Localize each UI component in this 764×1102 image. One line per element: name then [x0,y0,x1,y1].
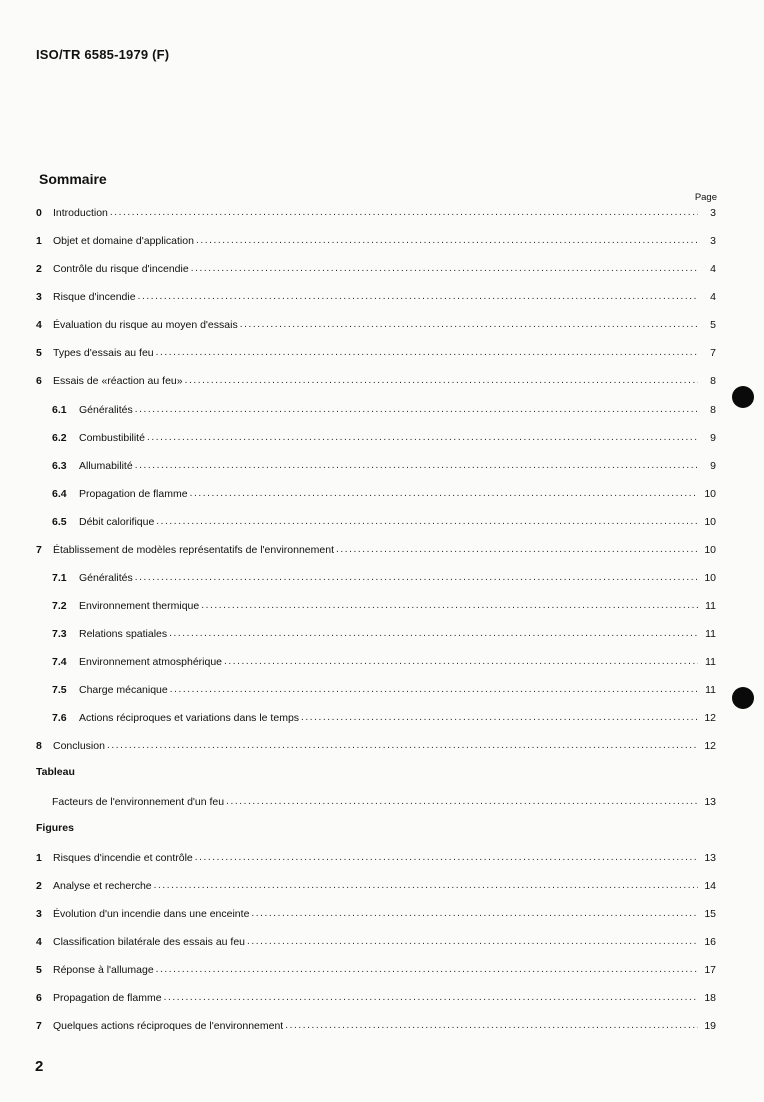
toc-subentry[interactable] [52,485,716,501]
entry-title: Établissement de modèles représentatifs de l'environnement [53,544,334,556]
entry-page: 8 [710,404,716,416]
entry-title: Débit calorifique [79,516,155,528]
entry-number: 7.1 [52,572,67,584]
toc-figure-entry[interactable] [36,961,716,977]
entry-page: 18 [704,992,716,1004]
entry-number: 2 [36,263,42,275]
entry-number: 1 [36,852,42,864]
entry-number: 5 [36,964,42,976]
page-column-label: Page [694,192,717,203]
dot-leader [191,262,698,276]
entry-page: 3 [710,235,716,247]
toc-subentry[interactable] [52,709,716,725]
entry-title: Quelques actions réciproques de l'environnement [53,1020,284,1032]
dot-leader [135,403,698,417]
toc-subentry[interactable] [52,597,716,613]
dot-leader [201,599,698,613]
dot-leader [107,739,698,753]
entry-number: 7.3 [52,628,67,640]
toc-entry[interactable] [36,344,716,360]
toc-entry[interactable] [36,541,716,557]
entry-number: 7.4 [52,656,67,668]
entry-page: 12 [704,740,716,752]
dot-leader [224,655,698,669]
entry-title: Relations spatiales [79,628,168,640]
entry-number: 6.5 [52,516,67,528]
entry-number: 6.1 [52,404,67,416]
toc-table-entry[interactable] [52,793,716,809]
entry-number: 3 [36,291,42,303]
toc-subentry[interactable] [52,569,716,585]
entry-title: Types d'essais au feu [53,347,154,359]
toc-figure-entry[interactable] [36,905,716,921]
entry-number: 6.3 [52,460,67,472]
entry-page: 11 [705,600,716,612]
entry-title: Réponse à l'allumage [53,964,154,976]
entry-title: Combustibilité [79,432,145,444]
entry-page: 15 [704,908,716,920]
contents-title: Sommaire [39,171,107,187]
entry-title: Introduction [53,207,108,219]
entry-title: Charge mécanique [79,684,168,696]
entry-page: 11 [705,684,716,696]
entry-page: 9 [710,432,716,444]
entry-title: Environnement atmosphérique [79,656,223,668]
toc-figure-entry[interactable] [36,1017,716,1033]
entry-title: Facteurs de l'environnement d'un feu [52,796,225,808]
dot-leader [240,318,698,332]
entry-title: Contrôle du risque d'incendie [53,263,189,275]
dot-leader [170,683,698,697]
entry-page: 4 [710,291,716,303]
entry-page: 11 [705,656,716,668]
table-list-heading: Tableau [36,766,75,778]
entry-page: 10 [704,516,716,528]
dot-leader [336,543,698,557]
dot-leader [226,795,698,809]
entry-page: 17 [704,964,716,976]
entry-title: Généralités [79,572,133,584]
entry-number: 7.2 [52,600,67,612]
toc-entry[interactable] [36,288,716,304]
toc-entry[interactable] [36,260,716,276]
dot-leader [185,374,698,388]
entry-title: Propagation de flamme [79,488,188,500]
entry-page: 3 [710,207,716,219]
entry-title: Allumabilité [79,460,133,472]
entry-title: Propagation de flamme [53,992,162,1004]
dot-leader [301,711,698,725]
entry-page: 13 [704,852,716,864]
entry-title: Actions réciproques et variations dans le temps [79,712,300,724]
entry-page: 16 [704,936,716,948]
entry-number: 0 [36,207,42,219]
toc-figure-entry[interactable] [36,849,716,865]
entry-number: 4 [36,319,42,331]
dot-leader [110,206,698,220]
toc-subentry[interactable] [52,513,716,529]
entry-title: Évolution d'un incendie dans une enceinte [53,908,250,920]
dot-leader [156,963,698,977]
toc-figure-entry[interactable] [36,933,716,949]
dot-leader [138,290,698,304]
toc-entry[interactable] [36,737,716,753]
dot-leader [195,851,698,865]
dot-leader [135,459,698,473]
entry-page: 11 [705,628,716,640]
entry-title: Objet et domaine d'application [53,235,194,247]
entry-title: Conclusion [53,740,105,752]
toc-figure-entry[interactable] [36,877,716,893]
entry-title: Risque d'incendie [53,291,136,303]
entry-number: 3 [36,908,42,920]
entry-page: 13 [704,796,716,808]
toc-subentry[interactable] [52,653,716,669]
entry-title: Essais de «réaction au feu» [53,375,183,387]
dot-leader [154,879,698,893]
entry-page: 12 [704,712,716,724]
entry-title: Évaluation du risque au moyen d'essais [53,319,238,331]
entry-number: 4 [36,936,42,948]
dot-leader [164,991,698,1005]
entry-title: Analyse et recherche [53,880,152,892]
entry-page: 8 [710,375,716,387]
punch-hole-mark [732,386,754,408]
entry-number: 2 [36,880,42,892]
entry-title: Environnement thermique [79,600,200,612]
dot-leader [169,627,698,641]
dot-leader [156,515,698,529]
entry-number: 6.4 [52,488,67,500]
dot-leader [247,935,698,949]
entry-number: 6.2 [52,432,67,444]
entry-number: 7.6 [52,712,67,724]
entry-page: 9 [710,460,716,472]
toc-subentry[interactable] [52,625,716,641]
toc-subentry[interactable] [52,457,716,473]
toc-entry[interactable] [36,316,716,332]
entry-title: Classification bilatérale des essais au feu [53,936,246,948]
toc-subentry[interactable] [52,401,716,417]
entry-page: 10 [704,488,716,500]
toc-subentry[interactable] [52,681,716,697]
document-id-header: ISO/TR 6585-1979 (F) [36,47,170,62]
dot-leader [135,571,698,585]
dot-leader [190,487,698,501]
toc-entry[interactable] [36,204,716,220]
entry-page: 4 [710,263,716,275]
page-number: 2 [35,1058,44,1075]
entry-title: Risques d'incendie et contrôle [53,852,193,864]
toc-figure-entry[interactable] [36,989,716,1005]
entry-page: 19 [704,1020,716,1032]
dot-leader [196,234,698,248]
entry-number: 7 [36,1020,42,1032]
figure-list-heading: Figures [36,822,74,834]
dot-leader [147,431,698,445]
entry-page: 5 [710,319,716,331]
dot-leader [251,907,698,921]
toc-entry[interactable] [36,372,716,388]
toc-entry[interactable] [36,232,716,248]
entry-page: 14 [704,880,716,892]
dot-leader [156,346,698,360]
entry-page: 10 [704,572,716,584]
entry-number: 7 [36,544,42,556]
entry-number: 6 [36,375,42,387]
dot-leader [285,1019,698,1033]
punch-hole-mark [732,687,754,709]
entry-page: 10 [704,544,716,556]
entry-number: 5 [36,347,42,359]
entry-number: 8 [36,740,42,752]
toc-subentry[interactable] [52,429,716,445]
entry-page: 7 [710,347,716,359]
entry-number: 7.5 [52,684,67,696]
entry-number: 6 [36,992,42,1004]
entry-title: Généralités [79,404,133,416]
entry-number: 1 [36,235,42,247]
